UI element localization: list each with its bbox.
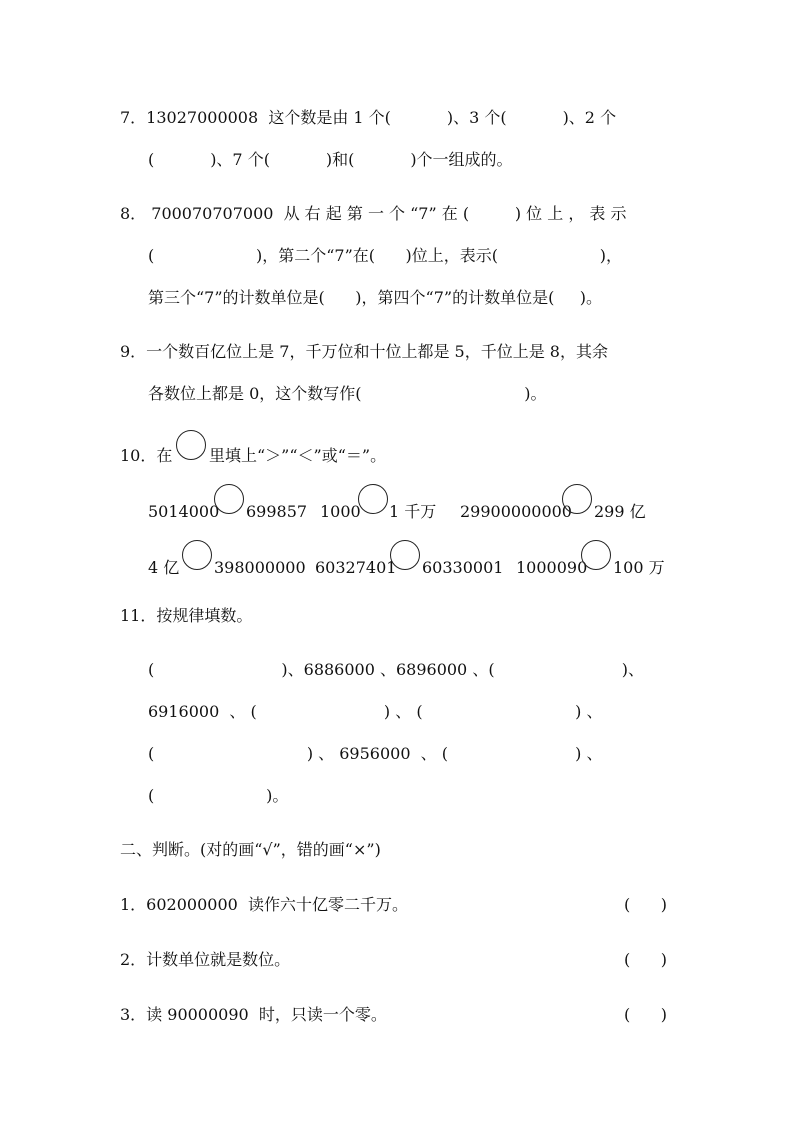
q11-line1: ( )、6886000 、6896000 、( )、: [148, 660, 644, 679]
section2-title: 二、判断。(对的画“√”，错的画“×”): [120, 840, 381, 859]
q10-r1-c3-right: 299 亿: [594, 502, 646, 521]
comparison-circle[interactable]: [562, 484, 592, 514]
q10-r2-c1-right: 398000000: [214, 558, 306, 577]
comparison-circle[interactable]: [214, 484, 244, 514]
comparison-circle[interactable]: [390, 540, 420, 570]
q10-r2-c1-left: 4 亿: [148, 558, 180, 577]
judgment-answer-3[interactable]: ( ): [624, 1005, 667, 1024]
q10-r1-c1-right: 699857: [246, 502, 308, 521]
q10-prefix: 10．在: [120, 446, 173, 465]
judgment-item-3: 3．读 90000090 时，只读一个零。: [120, 1005, 387, 1024]
q10-r2-c2-left: 60327401: [315, 558, 397, 577]
q10-suffix: 里填上“＞”“＜”或“＝”。: [209, 446, 387, 465]
q11-line3: ( ) 、 6956000 、 ( ) 、: [148, 744, 603, 763]
q7-line2: ( )、7 个( )和( )个一组成的。: [148, 150, 513, 169]
q11-line4: ( )。: [148, 786, 289, 805]
q9-line2: 各数位上都是 0，这个数写作( )。: [148, 384, 547, 403]
q8-line3: 第三个“7”的计数单位是( )，第四个“7”的计数单位是( )。: [148, 288, 602, 307]
q10-r2-c3-right: 100 万: [613, 558, 665, 577]
q11-line2: 6916000 、 ( ) 、 ( ) 、: [148, 702, 603, 721]
q10-r1-c1-left: 5014000: [148, 502, 220, 521]
q10-r1-c2-left: 1000: [320, 502, 361, 521]
q9-line1: 9．一个数百亿位上是 7，千万位和十位上都是 5，千位上是 8，其余: [120, 342, 608, 361]
q10-r1-c2-right: 1 千万: [389, 502, 437, 521]
comparison-circle[interactable]: [182, 540, 212, 570]
judgment-item-2: 2．计数单位就是数位。: [120, 950, 291, 969]
q8-line2: ( )，第二个“7”在( )位上，表示( )，: [148, 246, 622, 265]
comparison-circle[interactable]: [581, 540, 611, 570]
judgment-answer-1[interactable]: ( ): [624, 895, 667, 914]
judgment-item-1: 1．602000000 读作六十亿零二千万。: [120, 895, 408, 914]
q10-r1-c3-left: 29900000000: [460, 502, 572, 521]
q8-line1: 8． 700070707000 从 右 起 第 一 个 “7” 在 ( ) 位 上 ， 表 示: [120, 204, 627, 223]
q10-r2-c3-left: 1000090: [516, 558, 588, 577]
q11-title: 11．按规律填数。: [120, 606, 253, 625]
q7-line1: 7．13027000008 这个数是由 1 个( )、3 个( )、2 个: [120, 108, 617, 127]
comparison-circle[interactable]: [358, 484, 388, 514]
comparison-circle[interactable]: [176, 430, 206, 460]
judgment-answer-2[interactable]: ( ): [624, 950, 667, 969]
q10-r2-c2-right: 60330001: [422, 558, 504, 577]
